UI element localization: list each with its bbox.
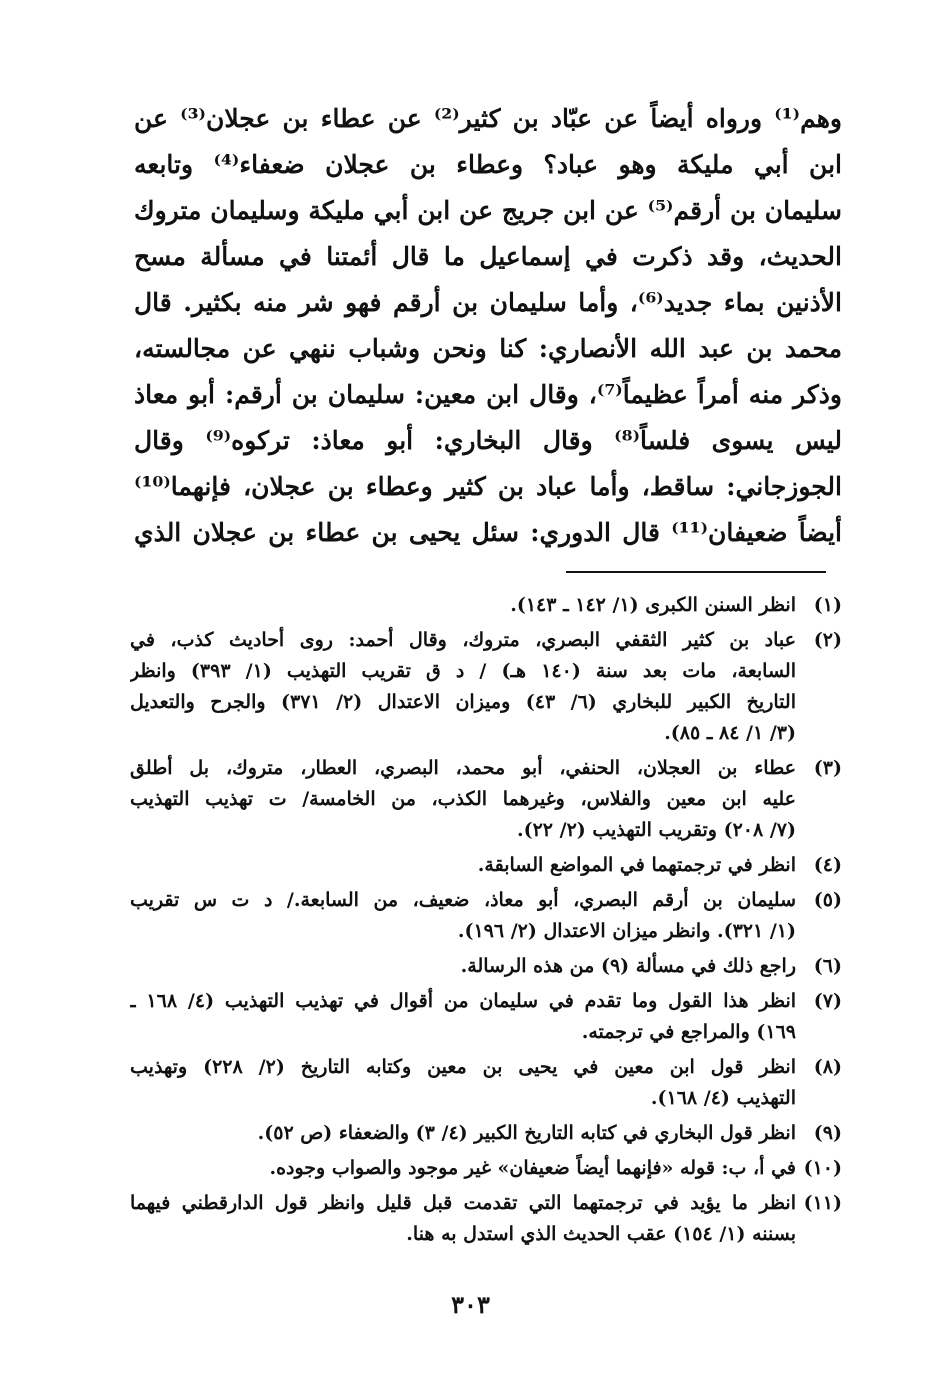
footnote-text: انظر هذا القول وما تقدم في سليمان من أقوال في تهذيب التهذيب (٤/ ١٦٨ ـ [130, 990, 796, 1012]
body-line: وهم⁽¹⁾ ورواه أيضاً عن عبّاد بن كثير⁽²⁾ عن عطاء بن عجلان⁽³⁾ عن [134, 104, 842, 133]
footnote-number: (٦) [813, 955, 842, 977]
footnote-separator [566, 571, 826, 573]
footnote-11 [130, 1188, 842, 1250]
body-line: سليمان بن أرقم⁽⁵⁾ عن ابن جريج عن ابن أبي مليكة وسليمان متروك [134, 196, 842, 225]
footnote-text: التهذيب (٤/ ١٦٨). [650, 1087, 796, 1109]
body-line: أيضاً ضعيفان⁽¹¹⁾ قال الدوري: سئل يحيى بن عطاء بن عجلان الذي [134, 518, 842, 547]
footnote-text: (١/ ٣٢١). وانظر ميزان الاعتدال (٢/ ١٩٦). [457, 920, 796, 942]
main-text [134, 96, 842, 556]
footnote-10 [130, 1153, 842, 1184]
footnote-1 [130, 590, 842, 621]
footnote-3 [130, 753, 842, 846]
footnote-number: (٨) [813, 1056, 842, 1078]
footnote-text: انظر قول البخاري في كتابه التاريخ الكبير (٤/ ٣) والضعفاء (ص ٥٢). [257, 1122, 796, 1144]
footnote-7 [130, 986, 842, 1048]
footnote-number: (١) [813, 594, 842, 616]
body-line: ابن أبي مليكة وهو عباد؟ وعطاء بن عجلان ضعفاء⁽⁴⁾ وتابعه [134, 150, 842, 179]
body-line: محمد بن عبد الله الأنصاري: كنا ونحن وشباب ننهي عن مجالسته، [134, 334, 842, 363]
footnote-text: راجع ذلك في مسألة (٩) من هذه الرسالة. [460, 955, 796, 977]
body-line: ليس يسوى فلساً⁽⁸⁾ وقال البخاري: أبو معاذ: تركوه⁽⁹⁾ وقال [134, 426, 842, 455]
page-number: ٣٠٣ [451, 1290, 490, 1319]
body-line: الأذنين بماء جديد⁽⁶⁾، وأما سليمان بن أرقم فهو شر منه بكثير. قال [134, 288, 842, 317]
footnote-text: السابعة، مات بعد سنة (١٤٠ هـ) / د ق تقريب التهذيب (١/ ٣٩٣) وانظر [130, 660, 796, 682]
footnote-text: انظر ما يؤيد في ترجمتهما التي تقدمت قبل قليل وانظر قول الدارقطني فيهما [130, 1192, 796, 1214]
body-line: الجوزجاني: ساقط، وأما عباد بن كثير وعطاء بن عجلان، فإنهما⁽¹⁰⁾ [134, 472, 842, 501]
footnote-text: بسننه (١/ ١٥٤) عقب الحديث الذي استدل به هنا. [406, 1223, 796, 1245]
footnote-number: (٢) [813, 629, 842, 651]
footnote-text: انظر السنن الكبرى (١/ ١٤٢ ـ ١٤٣). [510, 594, 796, 616]
footnote-number: (٧) [813, 990, 842, 1012]
footnote-text: (٧/ ٢٠٨) وتقريب التهذيب (٢/ ٢٢). [516, 819, 796, 841]
footnote-number: (٥) [813, 889, 842, 911]
footnote-number: (٩) [813, 1122, 842, 1144]
footnote-number: (٤) [813, 854, 842, 876]
footnote-text: انظر قول ابن معين في يحيى بن معين وكتابه التاريخ (٢/ ٢٢٨) وتهذيب [130, 1056, 796, 1078]
footnote-2 [130, 625, 842, 749]
footnote-text: عطاء بن العجلان، الحنفي، أبو محمد، البصري، العطار، متروك، بل أطلق [130, 757, 796, 779]
footnote-number: (١٠) [803, 1157, 842, 1179]
footnote-number: (٣) [813, 757, 842, 779]
footnote-4 [130, 850, 842, 881]
footnote-text: التاريخ الكبير للبخاري (٦/ ٤٣) وميزان الاعتدال (٢/ ٣٧١) والجرح والتعديل [130, 691, 796, 713]
footnote-text: سليمان بن أرقم البصري، أبو معاذ، ضعيف، من السابعة./ د ت س تقريب [130, 889, 796, 911]
body-line: الحديث، وقد ذكرت في إسماعيل ما قال أئمتنا في مسألة مسح [134, 242, 842, 271]
body-line: وذكر منه أمراً عظيماً⁽⁷⁾، وقال ابن معين: سليمان بن أرقم: أبو معاذ [134, 380, 842, 409]
footnotes [130, 590, 842, 1254]
footnote-text: عليه ابن معين والفلاس، وغيرهما الكذب، من الخامسة/ ت تهذيب التهذيب [130, 788, 796, 810]
footnote-text: في أ، ب: قوله «فإنهما أيضاً ضعيفان» غير موجود والصواب وجوده. [269, 1157, 796, 1179]
footnote-9 [130, 1118, 842, 1149]
footnote-number: (١١) [803, 1192, 842, 1214]
footnote-5 [130, 885, 842, 947]
footnote-text: ١٦٩) والمراجع في ترجمته. [581, 1021, 796, 1043]
footnote-text: عباد بن كثير الثقفي البصري، متروك، وقال أحمد: روى أحاديث كذب، في [130, 629, 796, 651]
footnote-6 [130, 951, 842, 982]
footnote-text: (٣/ ١/ ٨٤ ـ ٨٥). [664, 722, 796, 744]
footnote-8 [130, 1052, 842, 1114]
footnote-text: انظر في ترجمتهما في المواضع السابقة. [477, 854, 796, 876]
